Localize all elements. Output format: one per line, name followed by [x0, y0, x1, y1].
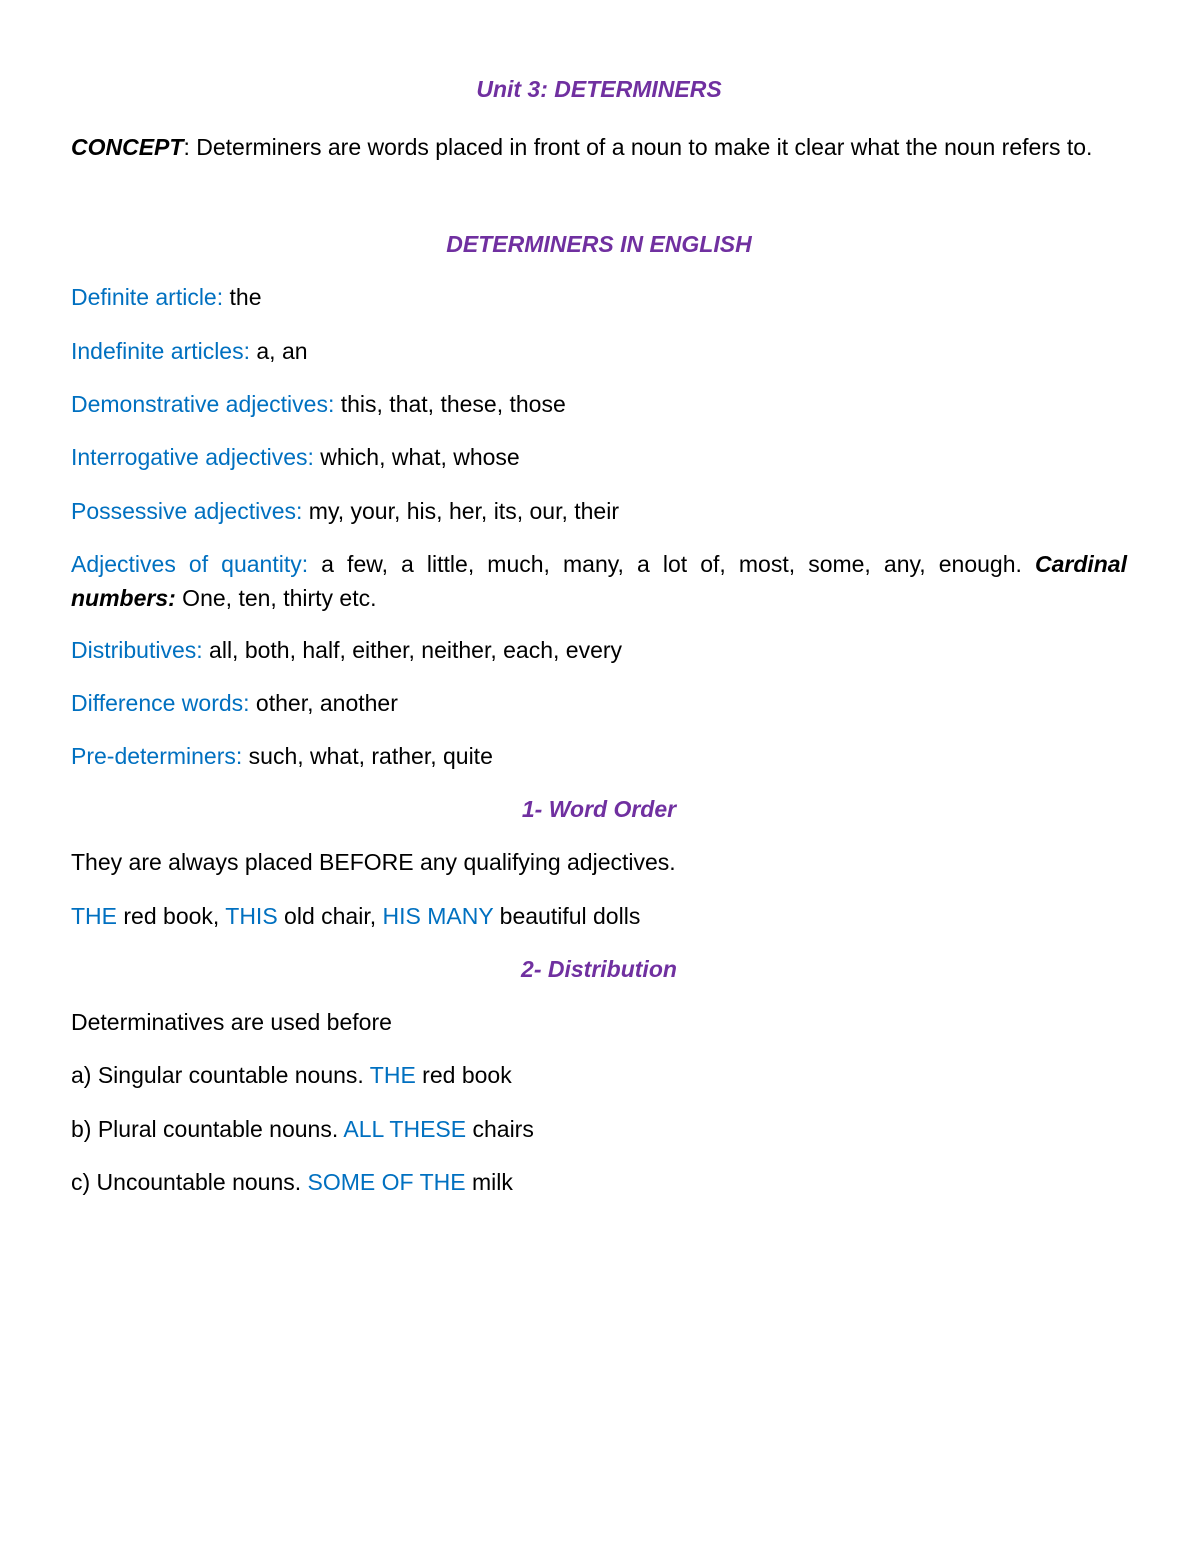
determiner-row	[71, 334, 1127, 368]
example-text: beautiful dolls	[493, 903, 641, 929]
distribution-item-text: b) Plural countable nouns.	[71, 1116, 344, 1142]
determiner-value: my, your, his, her, its, our, their	[302, 498, 619, 524]
distribution-item-determiner: THE	[369, 1062, 416, 1088]
determiner-label: Interrogative adjectives:	[71, 444, 314, 470]
determiner-value: a few, a little, much, many, a lot of, most, some, any, enough.	[308, 551, 1035, 577]
determiner-row	[71, 280, 1127, 314]
example-text: red book,	[117, 903, 226, 929]
determiner-label: Demonstrative adjectives:	[71, 391, 335, 417]
concept-label: CONCEPT	[71, 134, 184, 160]
determiner-row	[71, 686, 1127, 720]
determiner-row	[71, 387, 1127, 421]
determiner-label: Distributives:	[71, 637, 203, 663]
determiner-value: this, that, these, those	[334, 391, 566, 417]
distribution-item-determiner: ALL THESE	[343, 1116, 467, 1142]
determiner-row	[71, 547, 1127, 615]
determiner-label: Definite article:	[71, 284, 224, 310]
concept-text: : Determiners are words placed in front of a noun to make it clear what the noun refers to.	[183, 134, 1093, 160]
distribution-heading: 2- Distribution	[521, 956, 677, 982]
distribution-item-text: a) Singular countable nouns.	[71, 1062, 370, 1088]
distribution-item	[71, 1058, 1127, 1092]
example-determiner: THE	[71, 903, 117, 929]
determiner-value: which, what, whose	[313, 444, 520, 470]
cardinal-numbers-label: Cardinal numbers:	[71, 551, 1127, 611]
example-determiner: HIS MANY	[382, 903, 494, 929]
determiner-row	[71, 494, 1127, 528]
cardinal-numbers-value: One, ten, thirty etc.	[175, 585, 377, 611]
determiner-label: Pre-determiners:	[71, 743, 243, 769]
word-order-example	[71, 899, 1127, 933]
determiner-value: other, another	[249, 690, 398, 716]
distribution-item	[71, 1112, 1127, 1146]
determiner-label: Adjectives of quantity:	[71, 551, 309, 577]
determiner-value: the	[223, 284, 262, 310]
determiner-label: Indefinite articles:	[71, 338, 250, 364]
page-title: Unit 3: DETERMINERS	[476, 76, 722, 102]
determiner-value: a, an	[249, 338, 308, 364]
word-order-text: They are always placed BEFORE any qualifying adjectives.	[71, 849, 676, 875]
determiner-value: such, what, rather, quite	[242, 743, 493, 769]
word-order-heading: 1- Word Order	[521, 796, 677, 822]
distribution-item-determiner: SOME OF THE	[307, 1169, 466, 1195]
example-text: old chair,	[277, 903, 383, 929]
distribution-item-noun: chairs	[466, 1116, 534, 1142]
distribution-item	[71, 1165, 1127, 1199]
determiner-row	[71, 739, 1127, 773]
distribution-item-text: c) Uncountable nouns.	[71, 1169, 308, 1195]
example-determiner: THIS	[225, 903, 278, 929]
concept-paragraph	[71, 130, 1127, 164]
determiner-value: all, both, half, either, neither, each, every	[202, 637, 623, 663]
determiner-label: Possessive adjectives:	[71, 498, 303, 524]
distribution-item-noun: red book	[415, 1062, 512, 1088]
determiner-label: Difference words:	[71, 690, 250, 716]
determiners-heading: DETERMINERS IN ENGLISH	[446, 231, 752, 257]
determiner-row	[71, 633, 1127, 667]
distribution-intro: Determinatives are used before	[71, 1009, 392, 1035]
distribution-item-noun: milk	[465, 1169, 513, 1195]
determiner-row	[71, 440, 1127, 474]
